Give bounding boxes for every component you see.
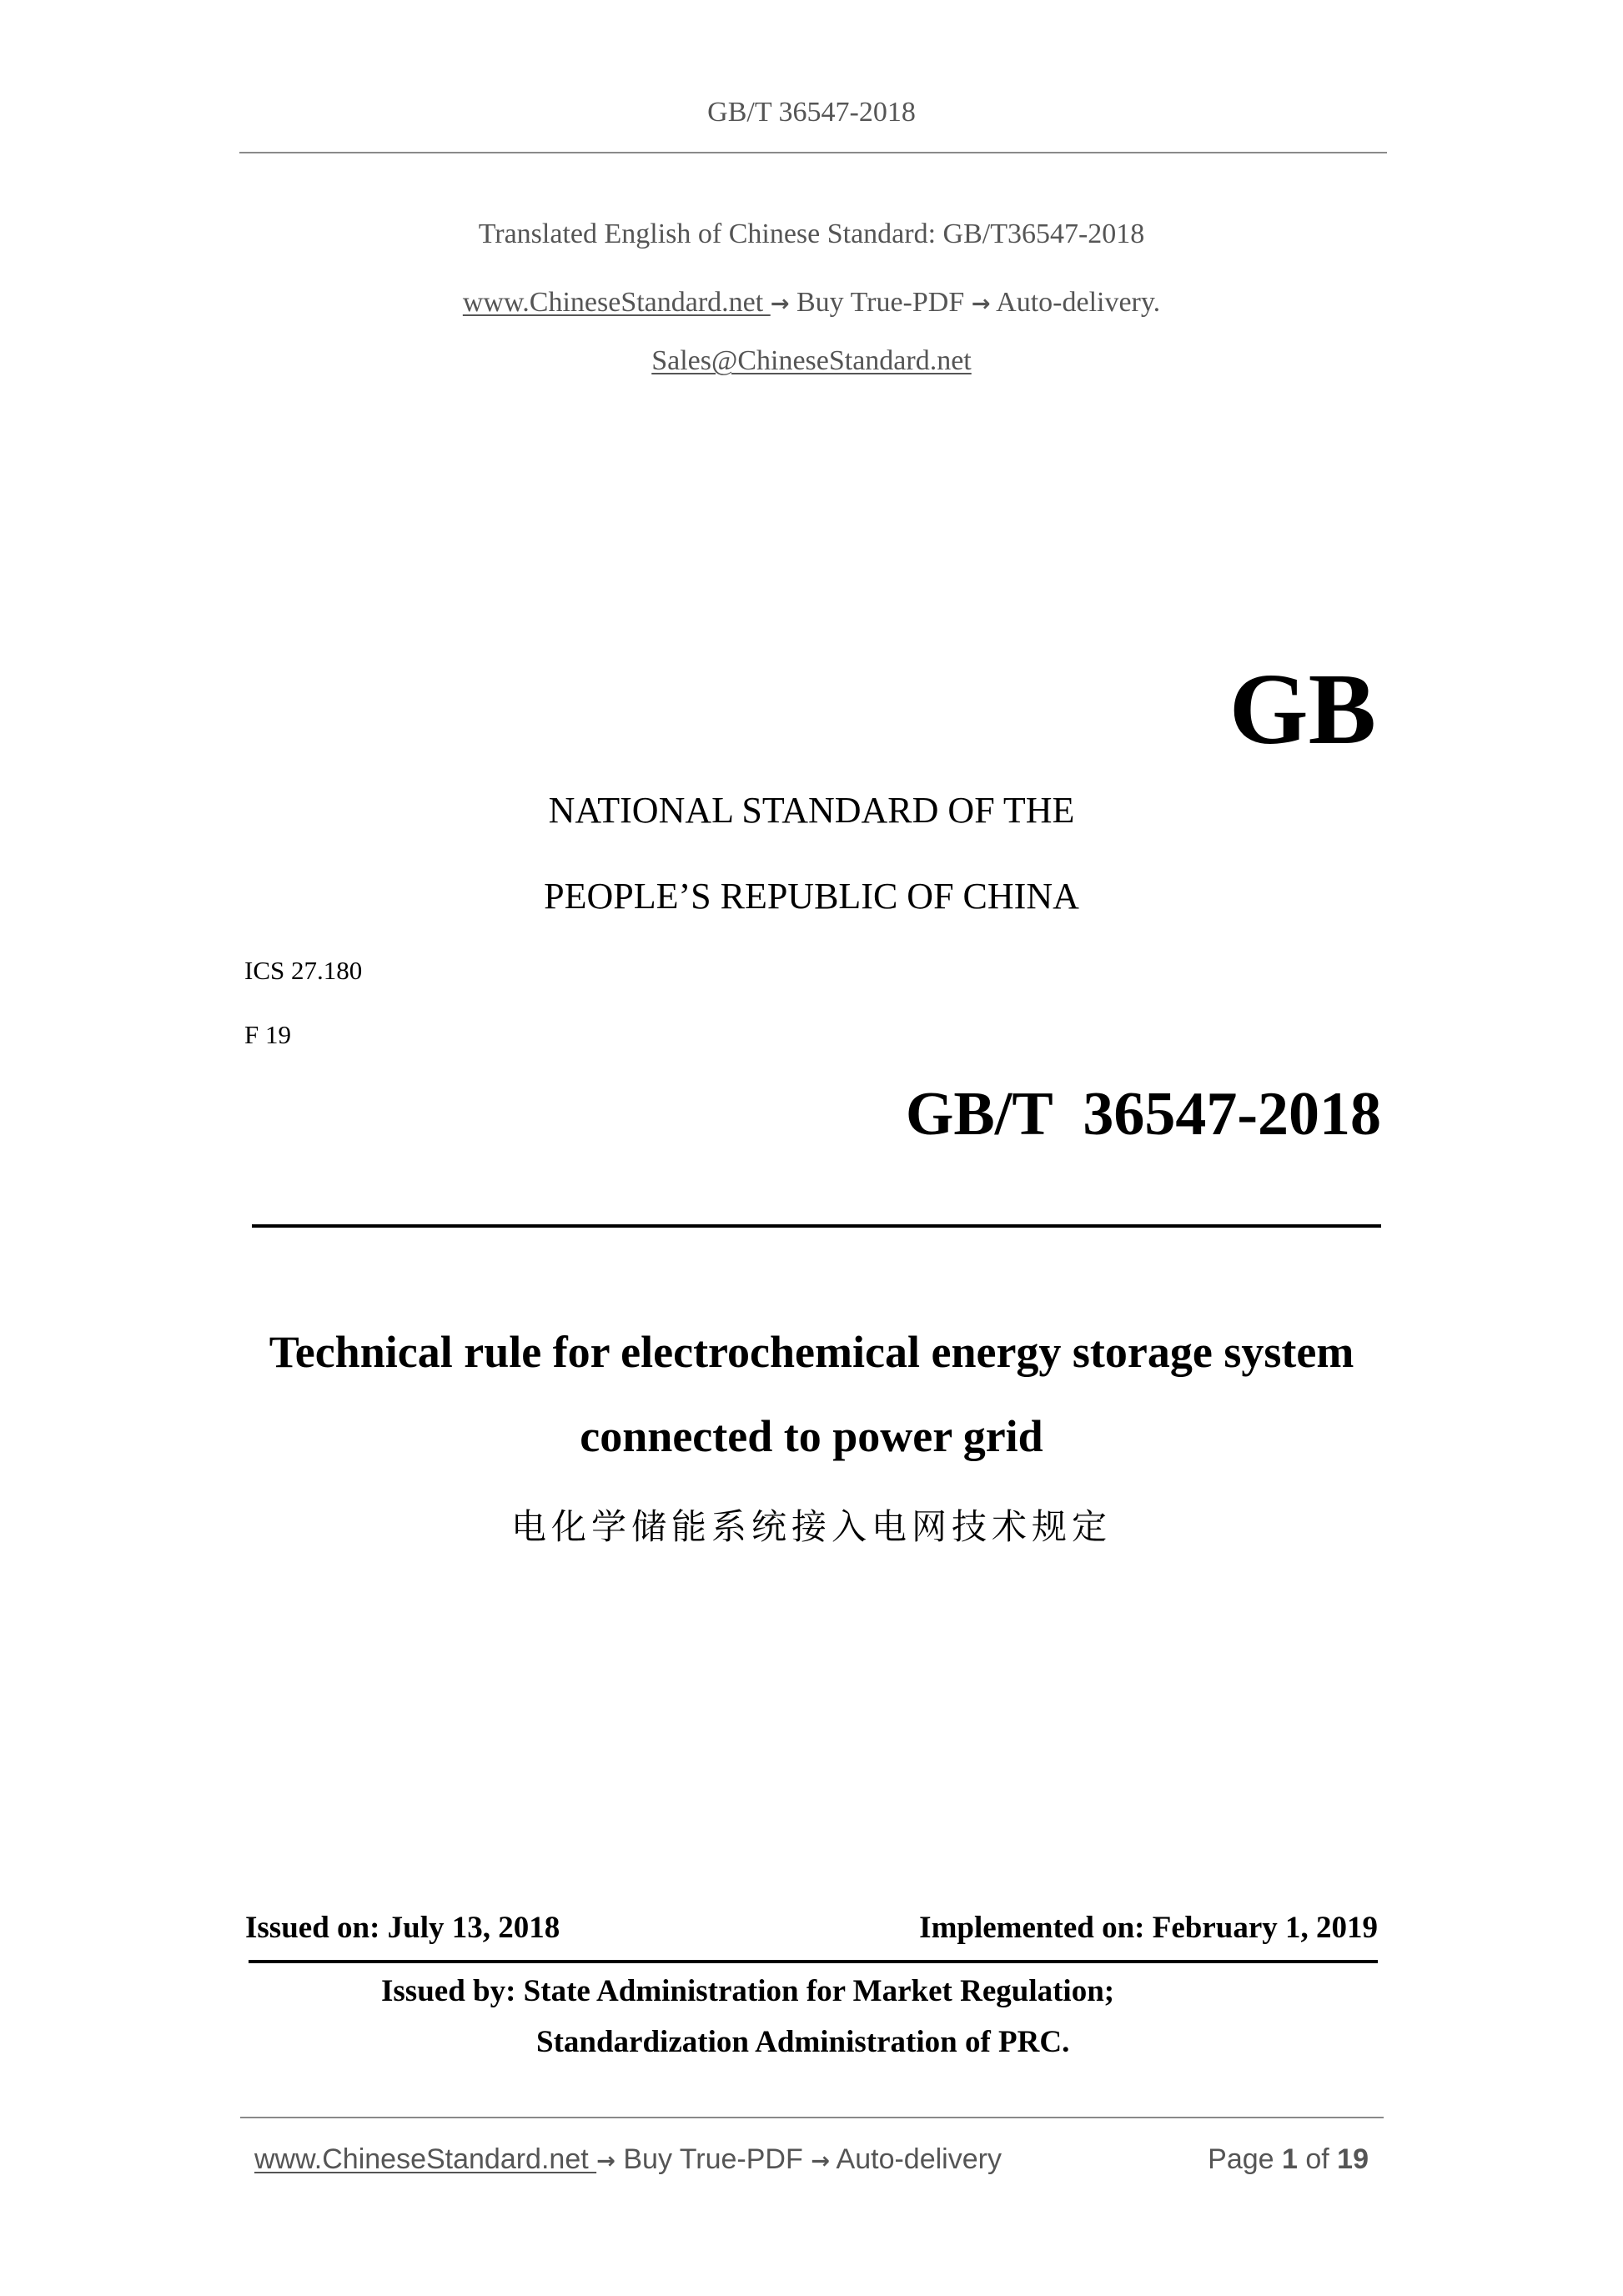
purchase-line xyxy=(0,287,1623,319)
buy-text: Buy True-PDF xyxy=(789,287,972,318)
dates-divider xyxy=(249,1960,1378,1963)
running-header: GB/T 36547-2018 xyxy=(707,97,916,128)
footer-divider xyxy=(240,2117,1384,2118)
of-label: of xyxy=(1297,2143,1338,2175)
issued-by-line1: Issued by: State Administration for Market Regulation; xyxy=(381,1974,1115,2008)
standard-number: GB/T 36547-2018 xyxy=(905,1080,1381,1148)
email-line xyxy=(0,345,1623,377)
issued-by-line2: Standardization Administration of PRC. xyxy=(536,2025,1070,2059)
page-indicator xyxy=(1208,2143,1369,2176)
footer-auto-delivery-text: Auto-delivery xyxy=(829,2143,1002,2175)
national-standard-line2: PEOPLE’S REPUBLIC OF CHINA xyxy=(544,876,1079,917)
national-standard-line1: NATIONAL STANDARD OF THE xyxy=(548,790,1075,831)
title-en-line2: connected to power grid xyxy=(580,1411,1043,1461)
page-total: 19 xyxy=(1337,2143,1369,2175)
title-cn: 电化学储能系统接入电网技术规定 xyxy=(510,1506,1112,1547)
gb-mark: GB xyxy=(1229,653,1376,766)
implemented-on: Implemented on: February 1, 2019 xyxy=(919,1911,1378,1945)
footer-buy-text: Buy True-PDF xyxy=(615,2143,812,2175)
title-en-line1: Technical rule for electrochemical energy storage system xyxy=(269,1327,1354,1377)
ccs-code: F 19 xyxy=(244,1020,291,1049)
page-label: Page xyxy=(1208,2143,1282,2175)
standard-number-divider xyxy=(252,1224,1381,1228)
auto-delivery-text: Auto-delivery. xyxy=(990,287,1161,318)
arrow-right-icon: → xyxy=(971,291,991,317)
translation-notice: Translated English of Chinese Standard: GB/T36547-2018 xyxy=(478,219,1145,249)
ics-code: ICS 27.180 xyxy=(244,956,363,985)
header-divider xyxy=(239,152,1387,153)
arrow-right-icon: → xyxy=(811,2148,830,2174)
footer-site-link[interactable]: www.ChineseStandard.net xyxy=(254,2143,597,2175)
footer-purchase-line xyxy=(254,2143,1002,2176)
issued-on: Issued on: July 13, 2018 xyxy=(245,1911,560,1945)
sales-email-link[interactable]: Sales@ChineseStandard.net xyxy=(651,345,972,376)
arrow-right-icon: → xyxy=(596,2148,616,2174)
site-link[interactable]: www.ChineseStandard.net xyxy=(462,287,771,318)
arrow-right-icon: → xyxy=(770,291,790,317)
page-current: 1 xyxy=(1282,2143,1298,2175)
